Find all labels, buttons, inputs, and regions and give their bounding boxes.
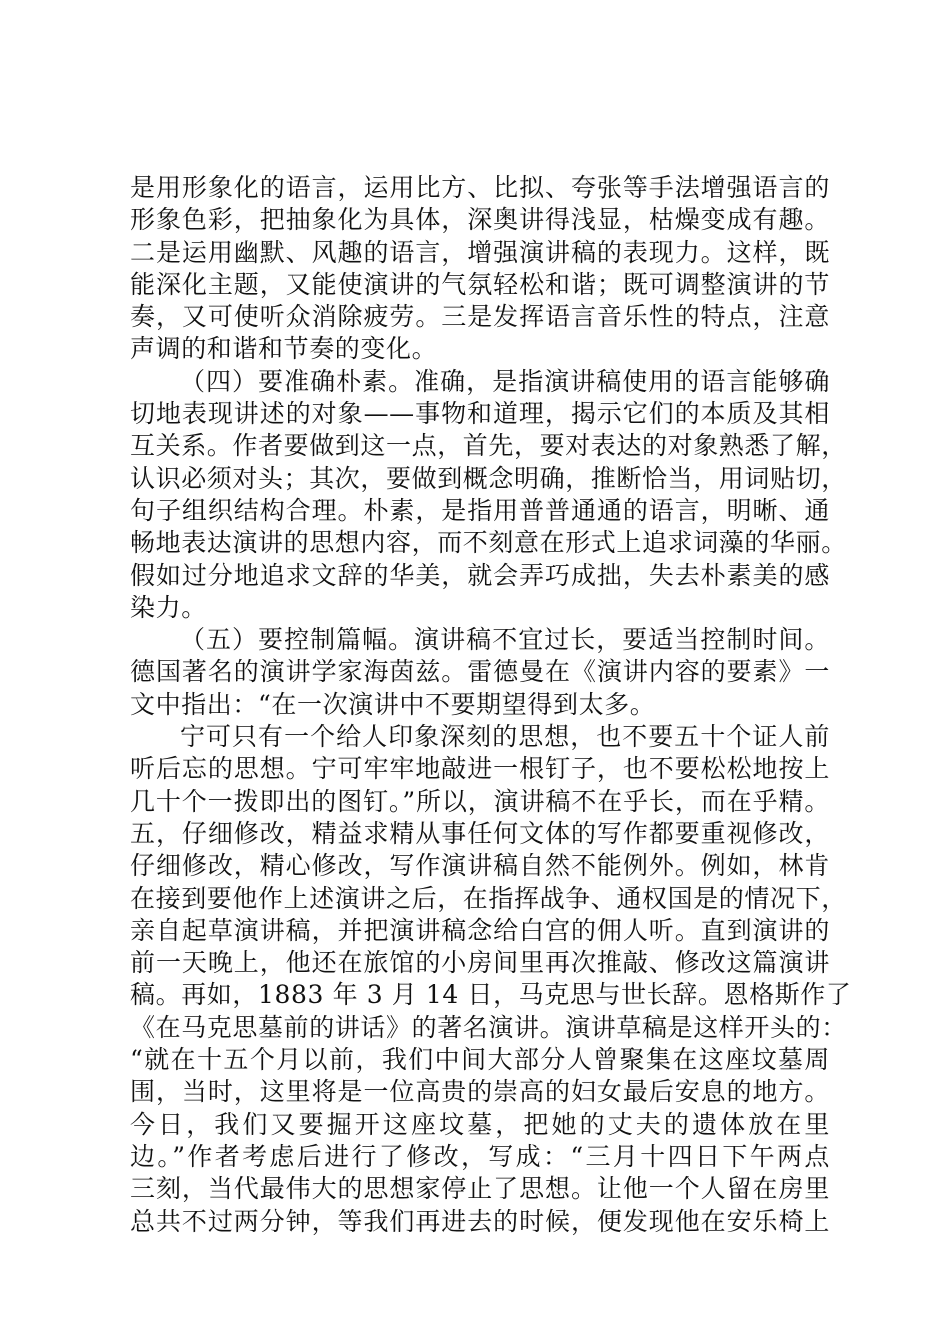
text-line: 形象色彩，把抽象化为具体，深奥讲得浅显，枯燥变成有趣。 <box>130 205 830 235</box>
text-line: 二是运用幽默、风趣的语言，增强演讲稿的表现力。这样，既 <box>130 237 830 267</box>
text-line: 总共不过两分钟，等我们再进去的时候，便发现他在安乐椅上 <box>130 1206 830 1236</box>
text-line: 认识必须对头；其次，要做到概念明确，推断恰当，用词贴切， <box>130 463 847 493</box>
text-line: 畅地表达演讲的思想内容，而不刻意在形式上追求词藻的华丽。 <box>130 528 847 558</box>
text-line: “就在十五个月以前，我们中间大部分人曾聚集在这座坟墓周 <box>130 1045 830 1075</box>
text-line: 今日，我们又要掘开这座坟墓，把她的丈夫的遗体放在里 <box>130 1109 830 1139</box>
text-line: 德国著名的演讲学家海茵兹。雷德曼在《演讲内容的要素》一 <box>130 657 830 687</box>
text-line: 五，仔细修改，精益求精从事任何文体的写作都要重视修改， <box>130 818 830 848</box>
text-line: 宁可只有一个给人印象深刻的思想，也不要五十个证人前 <box>180 722 830 752</box>
text-line: （五）要控制篇幅。演讲稿不宜过长，要适当控制时间。 <box>180 625 830 655</box>
text-line: 三刻，当代最伟大的思想家停止了思想。让他一个人留在房里 <box>130 1174 830 1204</box>
text-line: 声调的和谐和节奏的变化。 <box>130 334 438 364</box>
text-line: 文中指出：“在一次演讲中不要期望得到太多。 <box>130 689 656 719</box>
text-line: 仔细修改，精心修改，写作演讲稿自然不能例外。例如，林肯 <box>130 851 830 881</box>
text-line: 句子组织结构合理。朴素，是指用普普通通的语言，明晰、通 <box>130 495 830 525</box>
text-line: 围，当时，这里将是一位高贵的崇高的妇女最后安息的地方。 <box>130 1077 830 1107</box>
text-line: 是用形象化的语言，运用比方、比拟、夸张等手法增强语言的 <box>130 173 830 202</box>
text-line: 互关系。作者要做到这一点，首先，要对表达的对象熟悉了解， <box>130 431 847 461</box>
text-line: 前一天晚上，他还在旅馆的小房间里再次推敲、修改这篇演讲 <box>130 948 830 978</box>
text-line: 染力。 <box>130 592 207 622</box>
text-line: 切地表现讲述的对象——事物和道理，揭示它们的本质及其相 <box>130 399 830 429</box>
text-line: 边。”作者考虑后进行了修改，写成：“三月十四日下午两点 <box>130 1141 830 1171</box>
body-text <box>130 172 852 1238</box>
text-line: 亲自起草演讲稿，并把演讲稿念给白宫的佣人听。直到演讲的 <box>130 915 830 945</box>
text-line: 奏，又可使听众消除疲劳。三是发挥语言音乐性的特点，注意 <box>130 302 830 332</box>
text-line: 假如过分地追求文辞的华美，就会弄巧成拙，失去朴素美的感 <box>130 560 830 590</box>
text-line: 能深化主题，又能使演讲的气氛轻松和谐；既可调整演讲的节 <box>130 269 830 299</box>
text-line: （四）要准确朴素。准确，是指演讲稿使用的语言能够确 <box>180 366 830 396</box>
text-line: 几十个一拨即出的图钉。”所以，演讲稿不在乎长，而在乎精。 <box>130 786 830 816</box>
text-line: 在接到要他作上述演讲之后，在指挥战争、通权国是的情况下， <box>130 883 847 913</box>
text-line: 《在马克思墓前的讲话》的著名演讲。演讲草稿是这样开头的： <box>130 1012 847 1042</box>
text-line: 稿。再如，1883 年 3 月 14 日，马克思与世长辞。恩格斯作了 <box>130 980 852 1010</box>
text-line: 听后忘的思想。宁可牢牢地敲进一根钉子，也不要松松地按上 <box>130 754 830 784</box>
